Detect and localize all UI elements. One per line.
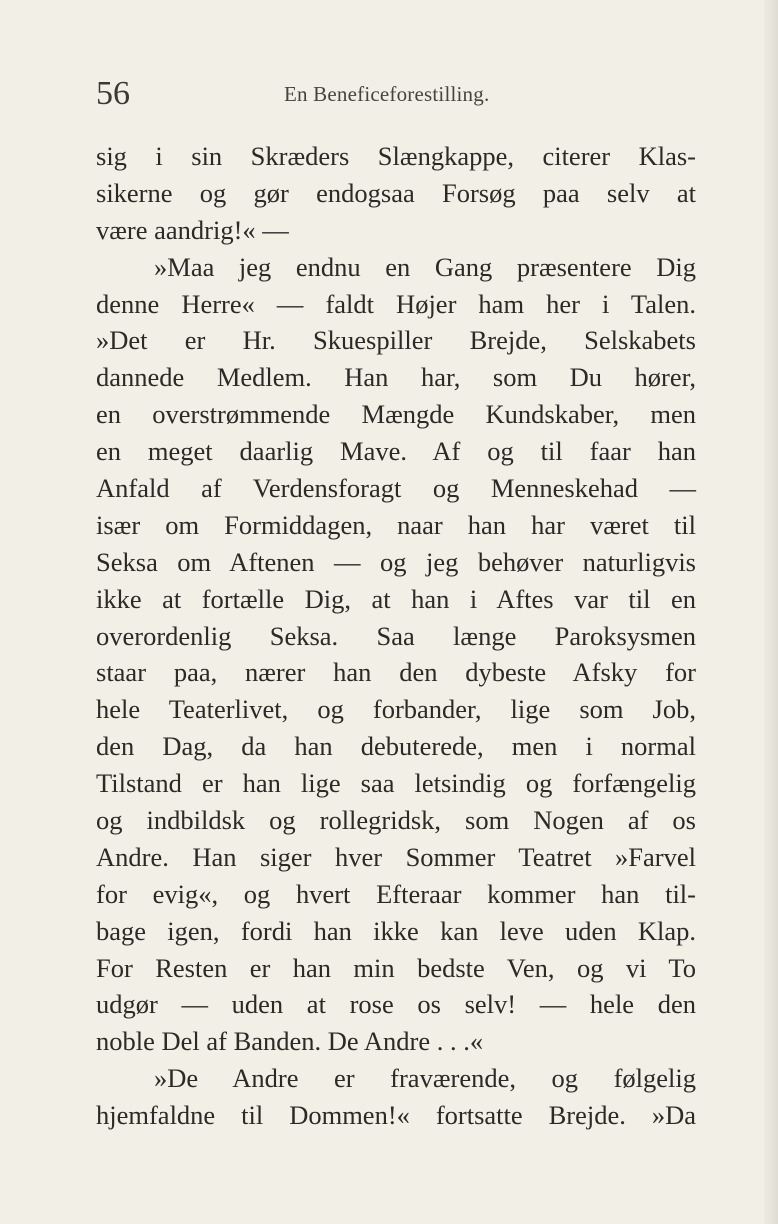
text-line: bage igen, fordi han ikke kan leve uden Klap. [96,915,696,946]
running-head: En Beneficeforestilling. [284,82,490,106]
text-line: noble Del af Banden. De Andre . . .« [96,1026,484,1057]
text-line: ikke at fortælle Dig, at han i Aftes var til en [96,583,696,614]
text-line: dannede Medlem. Han har, som Du hører, [96,362,696,393]
text-line: denne Herre« — faldt Højer ham her i Talen. [96,288,696,319]
page-edge-shadow [764,0,778,1224]
text-line: hele Teaterlivet, og forbander, lige som Job, [96,694,696,725]
page-number: 56 [96,75,130,112]
text-line: den Dag, da han debuterede, men i normal [96,731,696,762]
text-line: »Maa jeg endnu en Gang præsentere Dig [154,251,696,282]
text-line: »De Andre er fraværende, og følgelig [154,1063,696,1094]
text-line: især om Formiddagen, naar han har været til [96,509,696,540]
text-line: sig i sin Skræders Slængkappe, citerer Klas- [96,141,696,171]
text-line: en overstrømmende Mængde Kundskaber, men [96,399,696,430]
text-line: For Resten er han min bedste Ven, og vi To [96,952,696,983]
text-line: Anfald af Verdensforagt og Menneskehad — [96,473,696,504]
text-line: være aandrig!« — [96,214,289,245]
text-line: hjemfaldne til Dommen!« fortsatte Brejde. »Da [96,1100,696,1131]
text-line: en meget daarlig Mave. Af og til faar han [96,436,696,467]
text-line: staar paa, nærer han den dybeste Afsky for [96,657,696,688]
text-line: Seksa om Aftenen — og jeg behøver naturligvis [96,546,696,577]
text-line: Andre. Han siger hver Sommer Teatret »Farvel [96,841,696,872]
body-text [96,138,696,1134]
text-line: udgør — uden at rose os selv! — hele den [96,989,696,1020]
text-line: overordenlig Seksa. Saa længe Paroksysmen [96,620,696,651]
text-line: for evig«, og hvert Efteraar kommer han til- [96,878,696,909]
text-line: og indbildsk og rollegridsk, som Nogen af os [96,805,696,836]
text-line: sikerne og gør endogsaa Forsøg paa selv at [96,177,696,208]
text-line: »Det er Hr. Skuespiller Brejde, Selskabets [96,325,696,356]
text-line: Tilstand er han lige saa letsindig og forfængelig [96,768,696,799]
